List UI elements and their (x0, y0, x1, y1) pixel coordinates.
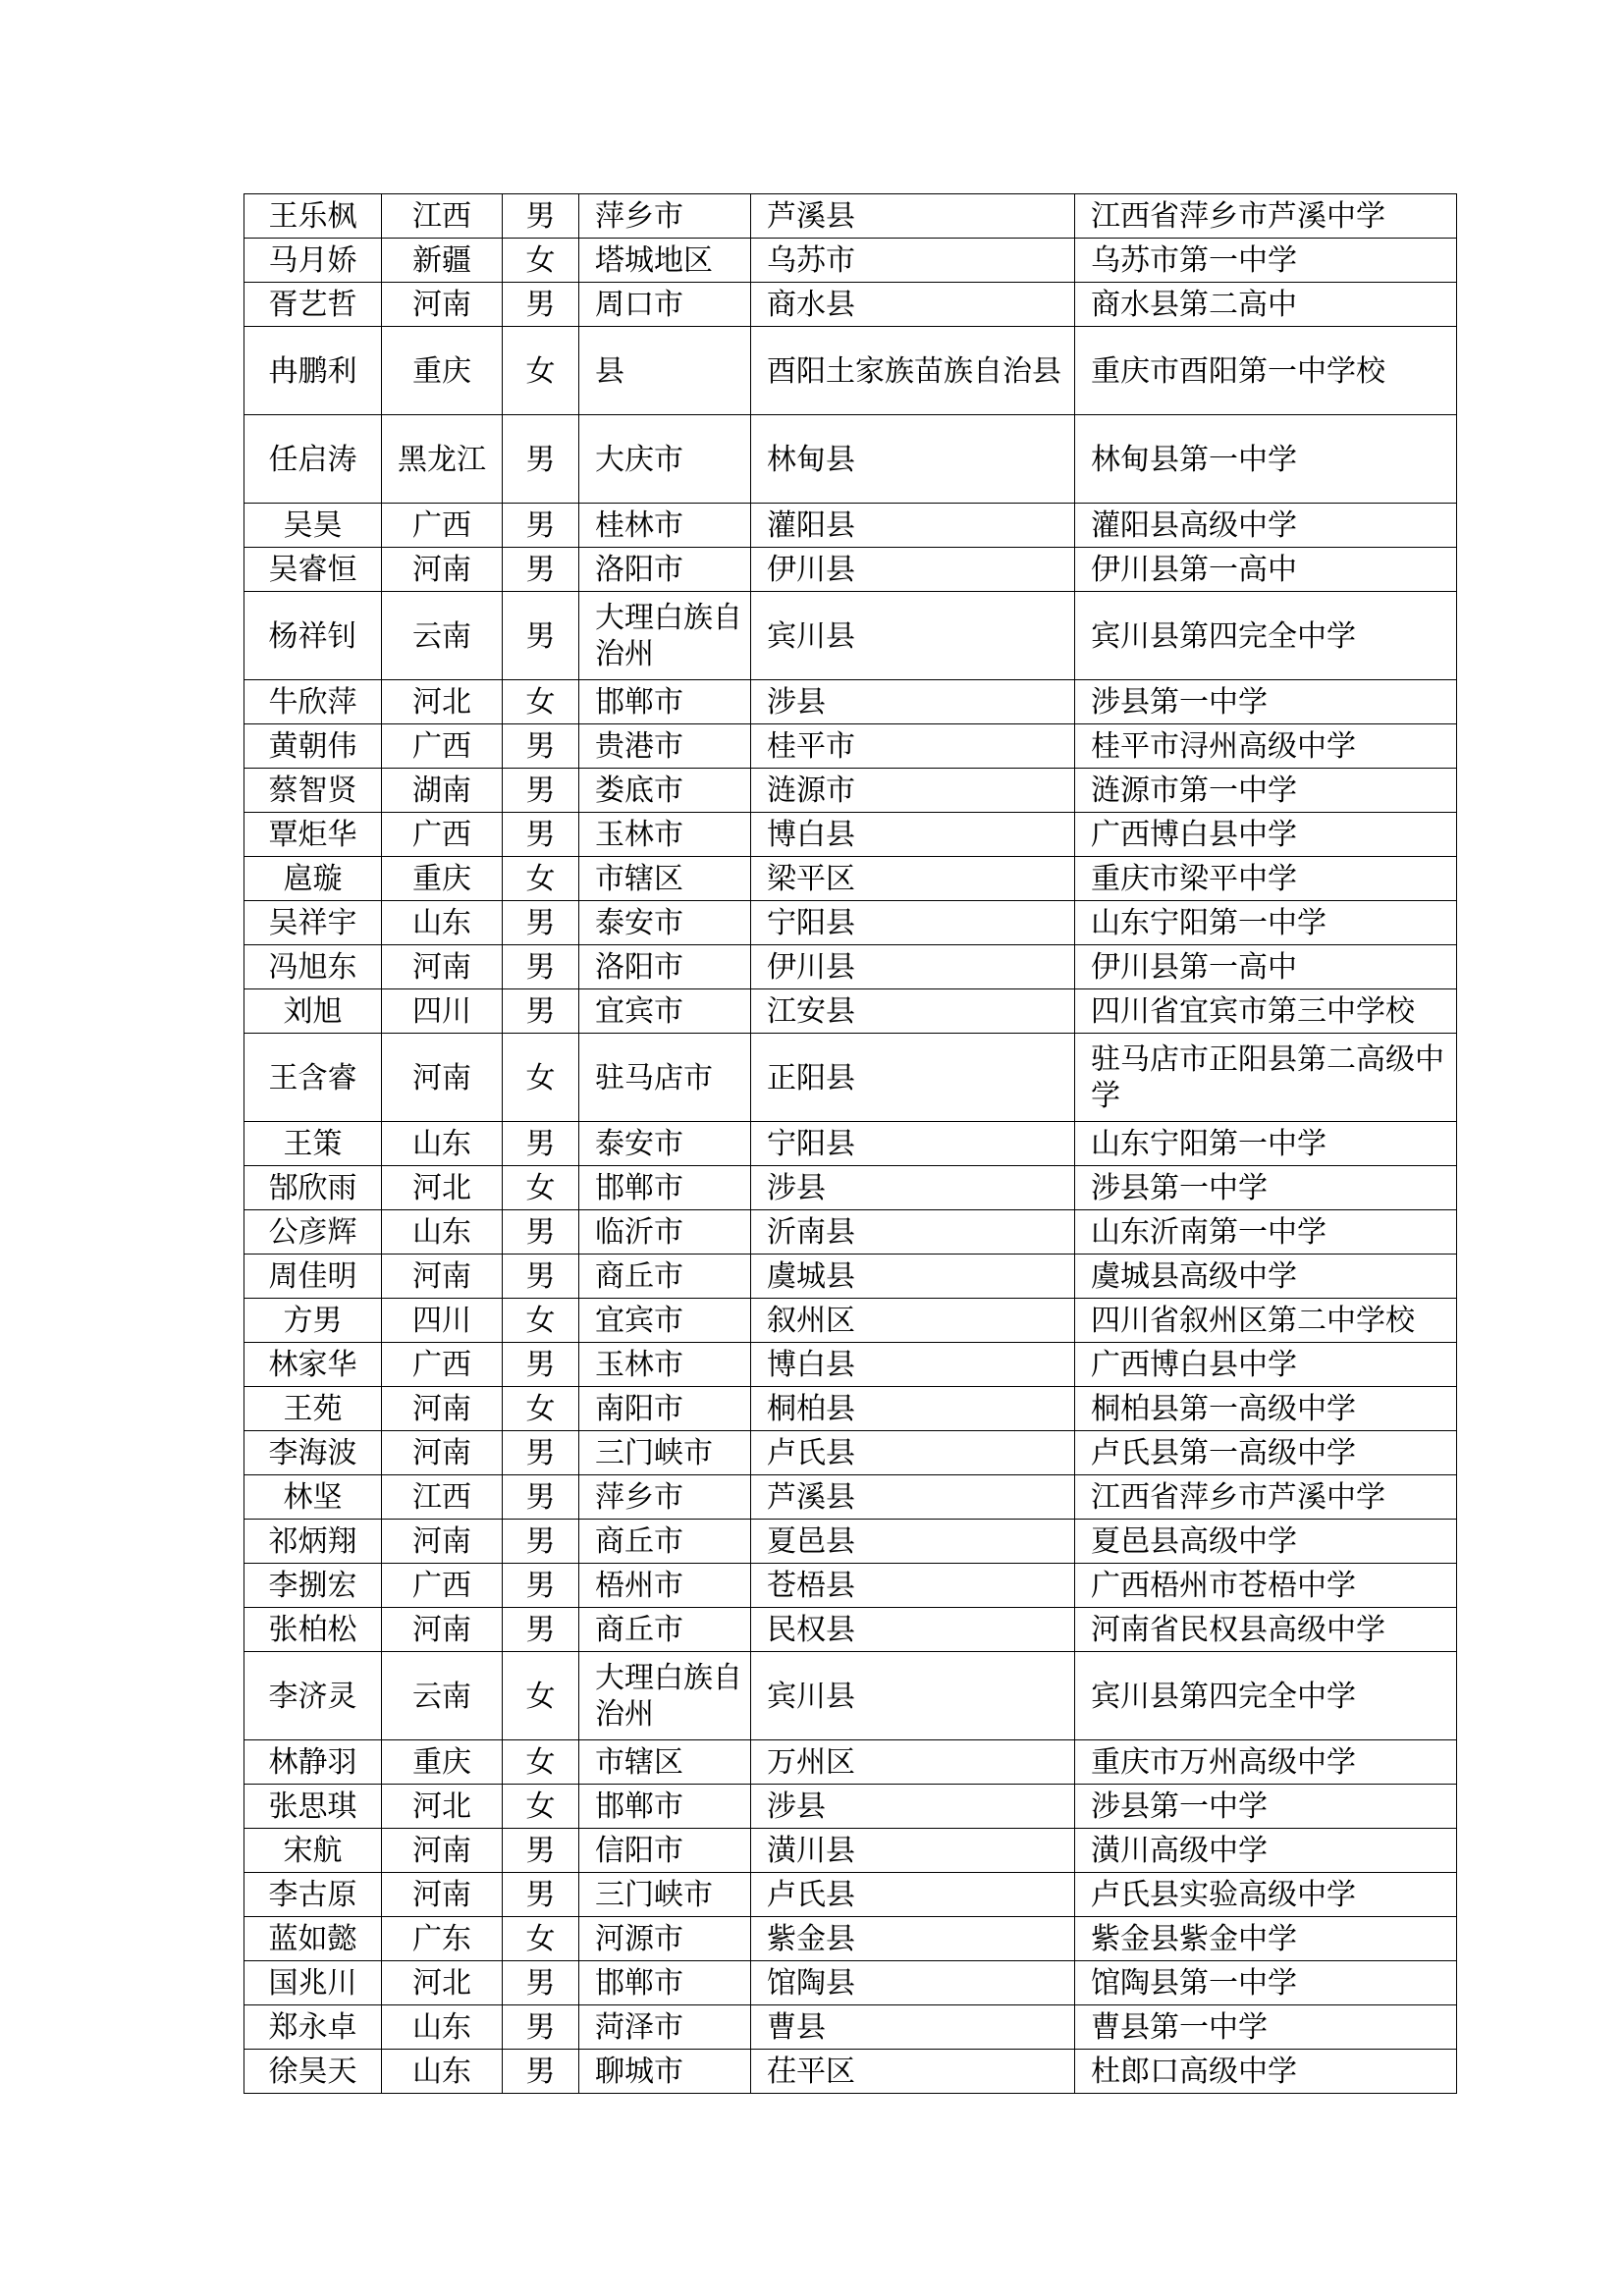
province-cell: 河南 (382, 1829, 503, 1873)
city-cell: 娄底市 (579, 769, 751, 813)
table-row (244, 769, 1457, 813)
table-row (244, 1917, 1457, 1961)
county-cell: 芦溪县 (751, 194, 1075, 239)
gender-cell: 男 (503, 504, 579, 548)
table-row (244, 239, 1457, 283)
city-cell: 萍乡市 (579, 194, 751, 239)
county-cell: 茌平区 (751, 2050, 1075, 2094)
province-cell: 广西 (382, 504, 503, 548)
province-cell: 河北 (382, 1785, 503, 1829)
county-cell: 民权县 (751, 1608, 1075, 1652)
table-row (244, 415, 1457, 504)
student-name-cell: 吴睿恒 (244, 548, 382, 592)
table-row (244, 857, 1457, 901)
student-name-cell: 郜欣雨 (244, 1166, 382, 1210)
student-roster-table (244, 193, 1457, 2094)
city-cell: 梧州市 (579, 1564, 751, 1608)
county-cell: 伊川县 (751, 548, 1075, 592)
school-cell: 山东宁阳第一中学 (1075, 901, 1457, 945)
roster-body (244, 194, 1457, 2094)
table-row (244, 327, 1457, 415)
gender-cell: 女 (503, 1740, 579, 1785)
county-cell: 虞城县 (751, 1255, 1075, 1299)
city-cell: 周口市 (579, 283, 751, 327)
gender-cell: 男 (503, 1564, 579, 1608)
province-cell: 重庆 (382, 1740, 503, 1785)
table-row (244, 945, 1457, 989)
school-cell: 潢川高级中学 (1075, 1829, 1457, 1873)
province-cell: 重庆 (382, 327, 503, 415)
student-name-cell: 牛欣萍 (244, 680, 382, 724)
gender-cell: 男 (503, 548, 579, 592)
gender-cell: 男 (503, 415, 579, 504)
student-name-cell: 王含睿 (244, 1034, 382, 1122)
county-cell: 紫金县 (751, 1917, 1075, 1961)
city-cell: 三门峡市 (579, 1431, 751, 1475)
county-cell: 商水县 (751, 283, 1075, 327)
student-name-cell: 林家华 (244, 1343, 382, 1387)
school-cell: 广西博白县中学 (1075, 1343, 1457, 1387)
city-cell: 驻马店市 (579, 1034, 751, 1122)
province-cell: 河南 (382, 548, 503, 592)
city-cell: 邯郸市 (579, 680, 751, 724)
city-cell: 大理白族自治州 (579, 1652, 751, 1740)
province-cell: 河南 (382, 283, 503, 327)
school-cell: 夏邑县高级中学 (1075, 1520, 1457, 1564)
student-name-cell: 王苑 (244, 1387, 382, 1431)
city-cell: 洛阳市 (579, 945, 751, 989)
gender-cell: 女 (503, 1166, 579, 1210)
city-cell: 商丘市 (579, 1608, 751, 1652)
province-cell: 河北 (382, 680, 503, 724)
table-row (244, 283, 1457, 327)
school-cell: 江西省萍乡市芦溪中学 (1075, 194, 1457, 239)
student-name-cell: 李海波 (244, 1431, 382, 1475)
gender-cell: 男 (503, 194, 579, 239)
table-row (244, 1652, 1457, 1740)
gender-cell: 男 (503, 1255, 579, 1299)
county-cell: 酉阳土家族苗族自治县 (751, 327, 1075, 415)
school-cell: 涟源市第一中学 (1075, 769, 1457, 813)
student-name-cell: 刘旭 (244, 989, 382, 1034)
county-cell: 夏邑县 (751, 1520, 1075, 1564)
school-cell: 山东沂南第一中学 (1075, 1210, 1457, 1255)
table-row (244, 1608, 1457, 1652)
gender-cell: 男 (503, 901, 579, 945)
table-row (244, 1387, 1457, 1431)
city-cell: 邯郸市 (579, 1961, 751, 2005)
city-cell: 聊城市 (579, 2050, 751, 2094)
county-cell: 曹县 (751, 2005, 1075, 2050)
gender-cell: 女 (503, 857, 579, 901)
county-cell: 涉县 (751, 1785, 1075, 1829)
student-name-cell: 任启涛 (244, 415, 382, 504)
table-row (244, 194, 1457, 239)
school-cell: 灌阳县高级中学 (1075, 504, 1457, 548)
province-cell: 江西 (382, 194, 503, 239)
school-cell: 宾川县第四完全中学 (1075, 1652, 1457, 1740)
city-cell: 邯郸市 (579, 1166, 751, 1210)
province-cell: 河南 (382, 1034, 503, 1122)
student-name-cell: 蔡智贤 (244, 769, 382, 813)
student-name-cell: 宋航 (244, 1829, 382, 1873)
student-name-cell: 扈璇 (244, 857, 382, 901)
province-cell: 河北 (382, 1166, 503, 1210)
school-cell: 宾川县第四完全中学 (1075, 592, 1457, 680)
province-cell: 山东 (382, 901, 503, 945)
gender-cell: 男 (503, 1475, 579, 1520)
school-cell: 广西梧州市苍梧中学 (1075, 1564, 1457, 1608)
gender-cell: 男 (503, 283, 579, 327)
table-row (244, 989, 1457, 1034)
province-cell: 河南 (382, 1255, 503, 1299)
province-cell: 广西 (382, 724, 503, 769)
school-cell: 伊川县第一高中 (1075, 548, 1457, 592)
school-cell: 涉县第一中学 (1075, 1166, 1457, 1210)
county-cell: 伊川县 (751, 945, 1075, 989)
school-cell: 江西省萍乡市芦溪中学 (1075, 1475, 1457, 1520)
gender-cell: 男 (503, 2005, 579, 2050)
county-cell: 乌苏市 (751, 239, 1075, 283)
student-name-cell: 李古原 (244, 1873, 382, 1917)
city-cell: 洛阳市 (579, 548, 751, 592)
county-cell: 宁阳县 (751, 1122, 1075, 1166)
student-name-cell: 吴昊 (244, 504, 382, 548)
school-cell: 驻马店市正阳县第二高级中学 (1075, 1034, 1457, 1122)
city-cell: 菏泽市 (579, 2005, 751, 2050)
province-cell: 山东 (382, 1210, 503, 1255)
table-row (244, 1785, 1457, 1829)
county-cell: 博白县 (751, 813, 1075, 857)
gender-cell: 女 (503, 1034, 579, 1122)
province-cell: 河南 (382, 1387, 503, 1431)
province-cell: 河北 (382, 1961, 503, 2005)
student-name-cell: 蓝如懿 (244, 1917, 382, 1961)
table-row (244, 1122, 1457, 1166)
student-name-cell: 胥艺哲 (244, 283, 382, 327)
county-cell: 潢川县 (751, 1829, 1075, 1873)
table-row (244, 504, 1457, 548)
province-cell: 山东 (382, 2005, 503, 2050)
county-cell: 卢氏县 (751, 1431, 1075, 1475)
province-cell: 江西 (382, 1475, 503, 1520)
province-cell: 新疆 (382, 239, 503, 283)
table-row (244, 680, 1457, 724)
student-name-cell: 马月娇 (244, 239, 382, 283)
city-cell: 大庆市 (579, 415, 751, 504)
province-cell: 河南 (382, 1520, 503, 1564)
city-cell: 商丘市 (579, 1255, 751, 1299)
gender-cell: 男 (503, 592, 579, 680)
school-cell: 重庆市万州高级中学 (1075, 1740, 1457, 1785)
county-cell: 卢氏县 (751, 1873, 1075, 1917)
gender-cell: 女 (503, 1917, 579, 1961)
city-cell: 大理白族自治州 (579, 592, 751, 680)
province-cell: 山东 (382, 1122, 503, 1166)
county-cell: 桂平市 (751, 724, 1075, 769)
gender-cell: 男 (503, 813, 579, 857)
county-cell: 宁阳县 (751, 901, 1075, 945)
table-row (244, 1431, 1457, 1475)
student-name-cell: 林坚 (244, 1475, 382, 1520)
student-name-cell: 李济灵 (244, 1652, 382, 1740)
gender-cell: 女 (503, 1652, 579, 1740)
school-cell: 杜郎口高级中学 (1075, 2050, 1457, 2094)
student-name-cell: 张柏松 (244, 1608, 382, 1652)
province-cell: 黑龙江 (382, 415, 503, 504)
county-cell: 芦溪县 (751, 1475, 1075, 1520)
county-cell: 桐柏县 (751, 1387, 1075, 1431)
county-cell: 江安县 (751, 989, 1075, 1034)
student-name-cell: 方男 (244, 1299, 382, 1343)
table-row (244, 1873, 1457, 1917)
county-cell: 馆陶县 (751, 1961, 1075, 2005)
city-cell: 商丘市 (579, 1520, 751, 1564)
student-name-cell: 李捌宏 (244, 1564, 382, 1608)
student-name-cell: 王策 (244, 1122, 382, 1166)
city-cell: 塔城地区 (579, 239, 751, 283)
school-cell: 涉县第一中学 (1075, 1785, 1457, 1829)
province-cell: 广东 (382, 1917, 503, 1961)
school-cell: 重庆市酉阳第一中学校 (1075, 327, 1457, 415)
province-cell: 云南 (382, 1652, 503, 1740)
province-cell: 广西 (382, 813, 503, 857)
city-cell: 泰安市 (579, 901, 751, 945)
gender-cell: 男 (503, 945, 579, 989)
gender-cell: 女 (503, 1299, 579, 1343)
table-row (244, 1740, 1457, 1785)
gender-cell: 男 (503, 1210, 579, 1255)
student-name-cell: 国兆川 (244, 1961, 382, 2005)
city-cell: 宜宾市 (579, 989, 751, 1034)
province-cell: 四川 (382, 989, 503, 1034)
table-row (244, 1961, 1457, 2005)
student-name-cell: 杨祥钊 (244, 592, 382, 680)
school-cell: 紫金县紫金中学 (1075, 1917, 1457, 1961)
gender-cell: 男 (503, 2050, 579, 2094)
city-cell: 市辖区 (579, 857, 751, 901)
county-cell: 沂南县 (751, 1210, 1075, 1255)
table-row (244, 813, 1457, 857)
city-cell: 信阳市 (579, 1829, 751, 1873)
province-cell: 湖南 (382, 769, 503, 813)
province-cell: 河南 (382, 1873, 503, 1917)
table-row (244, 1255, 1457, 1299)
table-row (244, 2005, 1457, 2050)
school-cell: 乌苏市第一中学 (1075, 239, 1457, 283)
student-name-cell: 吴祥宇 (244, 901, 382, 945)
student-name-cell: 冉鹏利 (244, 327, 382, 415)
school-cell: 四川省宜宾市第三中学校 (1075, 989, 1457, 1034)
city-cell: 宜宾市 (579, 1299, 751, 1343)
province-cell: 云南 (382, 592, 503, 680)
student-name-cell: 公彦辉 (244, 1210, 382, 1255)
school-cell: 卢氏县实验高级中学 (1075, 1873, 1457, 1917)
county-cell: 博白县 (751, 1343, 1075, 1387)
city-cell: 南阳市 (579, 1387, 751, 1431)
table-row (244, 2050, 1457, 2094)
table-row (244, 592, 1457, 680)
city-cell: 泰安市 (579, 1122, 751, 1166)
table-row (244, 1166, 1457, 1210)
school-cell: 河南省民权县高级中学 (1075, 1608, 1457, 1652)
county-cell: 苍梧县 (751, 1564, 1075, 1608)
school-cell: 馆陶县第一中学 (1075, 1961, 1457, 2005)
student-name-cell: 周佳明 (244, 1255, 382, 1299)
gender-cell: 男 (503, 989, 579, 1034)
table-row (244, 1829, 1457, 1873)
student-name-cell: 覃炬华 (244, 813, 382, 857)
table-row (244, 1034, 1457, 1122)
table-row (244, 1520, 1457, 1564)
province-cell: 广西 (382, 1564, 503, 1608)
city-cell: 临沂市 (579, 1210, 751, 1255)
county-cell: 涟源市 (751, 769, 1075, 813)
school-cell: 重庆市梁平中学 (1075, 857, 1457, 901)
province-cell: 河南 (382, 945, 503, 989)
gender-cell: 男 (503, 1829, 579, 1873)
table-row (244, 548, 1457, 592)
city-cell: 河源市 (579, 1917, 751, 1961)
gender-cell: 男 (503, 1608, 579, 1652)
table-row (244, 901, 1457, 945)
school-cell: 四川省叙州区第二中学校 (1075, 1299, 1457, 1343)
county-cell: 林甸县 (751, 415, 1075, 504)
school-cell: 桐柏县第一高级中学 (1075, 1387, 1457, 1431)
gender-cell: 女 (503, 239, 579, 283)
gender-cell: 男 (503, 1961, 579, 2005)
gender-cell: 男 (503, 1873, 579, 1917)
city-cell: 玉林市 (579, 1343, 751, 1387)
school-cell: 涉县第一中学 (1075, 680, 1457, 724)
gender-cell: 女 (503, 1785, 579, 1829)
gender-cell: 男 (503, 1431, 579, 1475)
gender-cell: 男 (503, 769, 579, 813)
province-cell: 四川 (382, 1299, 503, 1343)
table-row (244, 1210, 1457, 1255)
city-cell: 玉林市 (579, 813, 751, 857)
county-cell: 宾川县 (751, 592, 1075, 680)
gender-cell: 女 (503, 680, 579, 724)
student-name-cell: 郑永卓 (244, 2005, 382, 2050)
table-row (244, 1564, 1457, 1608)
school-cell: 桂平市浔州高级中学 (1075, 724, 1457, 769)
table-row (244, 1299, 1457, 1343)
gender-cell: 男 (503, 1122, 579, 1166)
student-name-cell: 冯旭东 (244, 945, 382, 989)
city-cell: 桂林市 (579, 504, 751, 548)
table-row (244, 1343, 1457, 1387)
school-cell: 商水县第二高中 (1075, 283, 1457, 327)
city-cell: 邯郸市 (579, 1785, 751, 1829)
city-cell: 市辖区 (579, 1740, 751, 1785)
student-name-cell: 徐昊天 (244, 2050, 382, 2094)
province-cell: 河南 (382, 1608, 503, 1652)
city-cell: 贵港市 (579, 724, 751, 769)
county-cell: 叙州区 (751, 1299, 1075, 1343)
province-cell: 山东 (382, 2050, 503, 2094)
province-cell: 广西 (382, 1343, 503, 1387)
county-cell: 正阳县 (751, 1034, 1075, 1122)
gender-cell: 男 (503, 1520, 579, 1564)
school-cell: 曹县第一中学 (1075, 2005, 1457, 2050)
county-cell: 涉县 (751, 680, 1075, 724)
county-cell: 灌阳县 (751, 504, 1075, 548)
county-cell: 万州区 (751, 1740, 1075, 1785)
province-cell: 重庆 (382, 857, 503, 901)
table-row (244, 724, 1457, 769)
student-name-cell: 王乐枫 (244, 194, 382, 239)
city-cell: 三门峡市 (579, 1873, 751, 1917)
school-cell: 伊川县第一高中 (1075, 945, 1457, 989)
school-cell: 山东宁阳第一中学 (1075, 1122, 1457, 1166)
gender-cell: 男 (503, 1343, 579, 1387)
gender-cell: 女 (503, 327, 579, 415)
city-cell: 萍乡市 (579, 1475, 751, 1520)
gender-cell: 女 (503, 1387, 579, 1431)
gender-cell: 男 (503, 724, 579, 769)
table-row (244, 1475, 1457, 1520)
county-cell: 梁平区 (751, 857, 1075, 901)
student-name-cell: 黄朝伟 (244, 724, 382, 769)
county-cell: 宾川县 (751, 1652, 1075, 1740)
school-cell: 虞城县高级中学 (1075, 1255, 1457, 1299)
province-cell: 河南 (382, 1431, 503, 1475)
student-name-cell: 祁炳翔 (244, 1520, 382, 1564)
school-cell: 林甸县第一中学 (1075, 415, 1457, 504)
school-cell: 广西博白县中学 (1075, 813, 1457, 857)
school-cell: 卢氏县第一高级中学 (1075, 1431, 1457, 1475)
student-name-cell: 林静羽 (244, 1740, 382, 1785)
student-name-cell: 张思琪 (244, 1785, 382, 1829)
county-cell: 涉县 (751, 1166, 1075, 1210)
city-cell: 县 (579, 327, 751, 415)
